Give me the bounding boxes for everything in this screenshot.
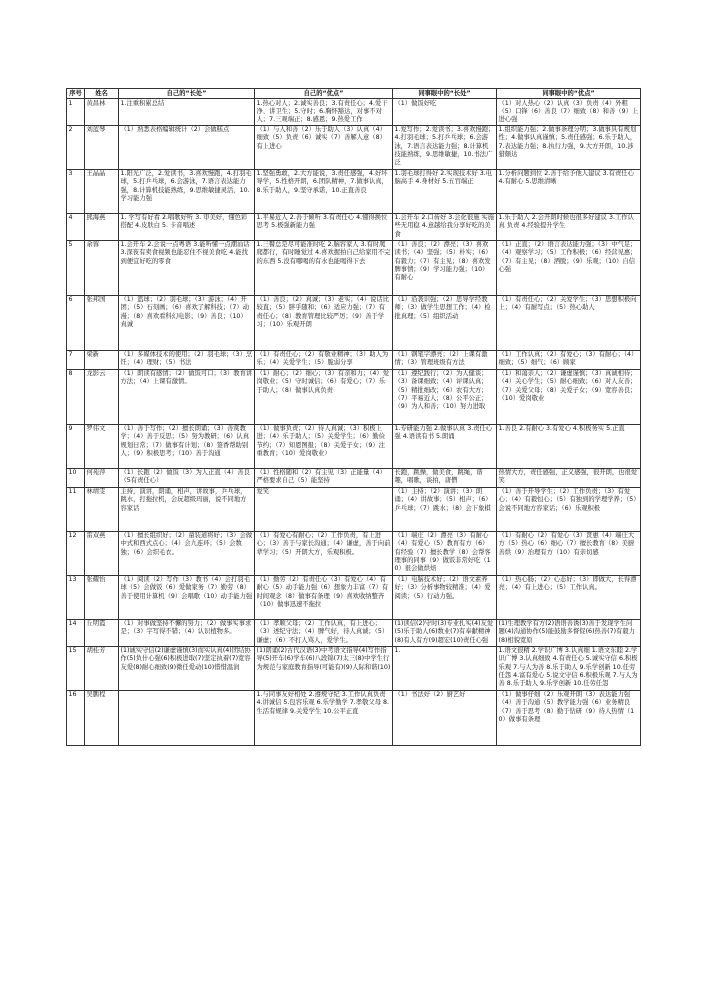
peer-strengths-cell: （1）钢笔字漂亮；（2）上课有激情；（3）管理班级有方法: [393, 350, 497, 369]
row-name: 何苑萍: [85, 468, 119, 487]
peer-merits-cell: （1）有责任心；（2）关爱学生；（3）思想积极向上；（4）有耐写点；（5）热心助人: [497, 295, 641, 350]
row-number: 10: [67, 468, 85, 487]
row-number: 3: [67, 169, 85, 213]
self-strengths-cell: （1）阅读（2）写作（3）教书（4）会打羽毛球（5）会做饭（6）爱做家务（7）勤劳（8）善于使用计算机（9）会唱歌（10）动手能力强: [119, 575, 255, 619]
row-number: 16: [67, 690, 85, 745]
peer-strengths-cell: （1）主持；（2）演讲；（3）朗诵；（4）讲故事；（5）相声；（6）乒乓球；（7）跳水；（8）会下象棋: [393, 487, 497, 531]
row-name: 丘明霞: [85, 619, 119, 646]
table-row: [67, 619, 641, 646]
self-merits-cell: （1）有爱心有耐心；（2）工作负责，有上进心；（3）善于与家长沟通；（4）谦虚，善于向前辈学习；（5）开朗大方，乐观积极。: [255, 531, 393, 575]
row-number: 12: [67, 531, 85, 575]
table-row: [67, 468, 641, 487]
table-row: [67, 424, 641, 468]
row-number: 13: [67, 575, 85, 619]
peer-strengths-cell: （1）电脑技术好；（2）语文素养好；（3）分析事物较精准；（4）爱阅读；（5）行动力强。: [393, 575, 497, 619]
self-merits-cell: （1）耐心；（2）细心；（3）有亲和力；（4）爱岗敬业；（5）守时诚信；（6）有爱心；（7）乐于助人；（8）做事认真负责: [255, 369, 393, 424]
header-peer-strengths: 同事眼中的“长处”: [393, 89, 497, 99]
self-strengths-cell: 1. 学写有好看 2.唱歌好听 3. 审美好，懂色彩搭配 4.皮肤白 5. 卡音唱述: [119, 213, 255, 240]
self-strengths-cell: （1）多媒体技术的使用；（2）羽毛球；（3）烹饪；（4）理财；（5）书法: [119, 350, 255, 369]
self-strengths-cell: 主持，演讲，朗诵，相声，讲故事，乒乓球，跳水，打拖拉机，会玩超级玛丽，说不同地方容家话: [119, 487, 255, 531]
row-number: 4: [67, 213, 85, 240]
row-name: 吴鹏程: [85, 690, 119, 745]
table-row: [67, 99, 641, 126]
row-number: 5: [67, 240, 85, 295]
table-row: [67, 213, 641, 240]
self-merits-cell: （1）善良；（2）真诚；（3）老实；（4）说话比较直；（5）胖乎随和；（6）适应力强；（7）有责任心；（8）教育管理比较严厉；（9）善于学习；（10）乐观开朗: [255, 295, 393, 350]
header-number: 序号: [67, 89, 85, 99]
peer-merits-cell: （1）正直；（2）语言表达能力强；（3）中气足；（4）观察学习；（5）工作积极；（6）经营见惠；（7）有主见；（8）洒脱；（9）乐观；（10）自信心强: [497, 240, 641, 295]
self-merits-cell: 爱笑: [255, 487, 393, 531]
self-strengths-cell: （1）善于写作；（2）擅长朗诵；（3）善赏教学；（4）善于反思；（5）努为教研；（6）认真规划日常；（7）做事有计划；（8）签香帮助别人；（9）积极思考；（10）善于沟通: [119, 424, 255, 468]
row-number: 11: [67, 487, 85, 531]
self-strengths-cell: 1.会开车 2.会说一点粤语 3.能听懂一点潮汕话 3.深夜有卖食视频也能忍住不视美食吃 4.能找到便宜好吃的零食: [119, 240, 255, 295]
header-peer-merits: 同事眼中的“优点”: [497, 89, 641, 99]
row-name: 张邦国: [85, 295, 119, 350]
header-self-merits: 自己的“优点”: [255, 89, 393, 99]
table-row: [67, 646, 641, 690]
self-strengths-cell: (1)诚实守信(2)谦虚谨慎(3)而实认真(4)团结协作(5)负什心强(6)积极进取(7)坚定执着(7)宽容友爱(8)耐心细致(9)微任爱动(10)惜惜温润: [119, 646, 255, 690]
peer-merits-cell: (1)生理教学有方(2)语语善诱(3)善于发现学生问题(4)沟通协作(5)能鼓励多督促(6)热善(7)有毅力(8)相貌宽原: [497, 619, 641, 646]
self-strengths-cell: （1）对事做坚持不懈的努力；（2）做事实事求是；（3）字写得不错；（4）认识植物多。: [119, 619, 255, 646]
peer-merits-cell: （1）有耐心（2）有爱心（3）贤惠（4）端庄大方（5）热心（6）细心（7）擅长教育（8）美厨善烘（9）治理有方（10）有亲切感: [497, 531, 641, 575]
table-row: [67, 690, 641, 745]
peer-merits-cell: 1.分析问题到位 2.善于给予他人建议 3.有责任心 4.有耐心 5.思维清晰: [497, 169, 641, 213]
self-merits-cell: 1.三餐总是尽可能准时吃 2.脑容家人 3.有时爬爬都行，有时睡觉过 4.喜欢握拍自己给家用不完的东西 5.没有哪喝的有水也能喝得下去: [255, 240, 393, 295]
peer-strengths-cell: （1）做饭好吃: [393, 99, 497, 126]
self-strengths-cell: 1.注重积累总结: [119, 99, 255, 126]
row-name: 梁新: [85, 350, 119, 369]
row-number: 8: [67, 369, 85, 424]
table-header-row: [67, 89, 641, 99]
table-row: [67, 487, 641, 531]
peer-strengths-cell: 长跑，跳操，做美食，跳绳，谐趣，唱歌，谈拍，唐僧: [393, 468, 497, 487]
row-number: 1: [67, 99, 85, 126]
table-row: [67, 125, 641, 169]
peer-merits-cell: 1.组织能力强；2.做事条理分明；3.做事具有规划性；4.做事认真谨慎；5.责任感强；6.乐于助人，7.表达能力强；8.执行力强，9.大方开朗，10.涉猎颇达: [497, 125, 641, 169]
self-strengths-cell: （1）长跑（2）做饭（3）为人正直（4）善良（5有责任心）: [119, 468, 255, 487]
peer-merits-cell: 1.乐于助人 2.会开朗时候也很多好建议 3.工作认真 负责 4.经验提升学生: [497, 213, 641, 240]
row-name: 胡桂芳: [85, 646, 119, 690]
row-name: 林靖雯: [85, 487, 119, 531]
self-merits-cell: (1)朗诵(2)古代汉语(3)中考语文指导(4)写作指导(5)开车(6)学车(6)八段锦(7)太三(8)中学生行为规范与家庭教育指导(可能有)(9)人际和谐(10): [255, 646, 393, 690]
self-strengths-cell: （1）擅长组织好；（2）童装道将好；（3）会做中式和西式点心；（4）会九连环；（5）会数独；（6）会织毛衣。: [119, 531, 255, 575]
self-strengths-cell: （1）篮球；（2）羽毛球；（3）游泳；（4）开团；（5）石刻画；（6）喜欢了解科技；（7）动漫；（8）喜欢看科幻电影；（9）善良；（10）真诚: [119, 295, 255, 350]
peer-strengths-cell: （1）端庄（2）漂亮（3）有耐心（4）有爱心（5）教育有方（6）有经验（7）擅长教学（8）会帮客理事的同事（9）做饭非常好吃（10）很会做烘焙: [393, 531, 497, 575]
row-name: 余蓉: [85, 240, 119, 295]
table-row: [67, 369, 641, 424]
table-body: [67, 99, 641, 746]
self-strengths-cell: 1.阳光广泛，2.爱读书，3.喜欢慢跑，4.打羽毛球，5.打乒乓球，6.会游泳，7.语言表达能力强，8.计算机技能熟练，9.思维敏捷灵活，10.学习能力强: [119, 169, 255, 213]
traits-table: [66, 88, 641, 746]
self-merits-cell: （1）做事负责；（2）待人真诚；（3）积极上进；（4）乐于助人；（5）关爱学生；（6）勤俭节约；（7）知恩图报；（8）关爱子女；（9）注重教育；（10）爱岗敬业）: [255, 424, 393, 468]
peer-merits-cell: （1）工作认真；（2）有爱心；（3）有耐心；（4）细致；（5）细气；（6）顾家: [497, 350, 641, 369]
peer-strengths-cell: （1）遵纪践行；（2）为人健谈；（3）备课细致；（4）评课认真；（5）精批细改；（6）农有大方；（7）平易近人；（8）公平公正；（9）为人和善；（10）努力进取: [393, 369, 497, 424]
peer-merits-cell: 热情大方，责任感强，正义感强，很开朗，也很爱笑: [497, 468, 641, 487]
row-number: 2: [67, 125, 85, 169]
row-name: 熊海燕: [85, 213, 119, 240]
self-merits-cell: （1）孝顺父母；（2）工作认真，有上进心；（3）述纪守法；（4）脾气好，待人真诚；（5）谦虚；（6）不打人骂人，爱学生。: [255, 619, 393, 646]
peer-strengths-cell: 1.专研能力强 2.做事认真 3.责任心强 4.语读有书 5.朗诵: [393, 424, 497, 468]
row-number: 7: [67, 350, 85, 369]
row-number: 9: [67, 424, 85, 468]
row-number: 15: [67, 646, 85, 690]
header-self-strengths: 自己的“长处”: [119, 89, 255, 99]
peer-strengths-cell: 1.会开车 2.口齿好 3.会化很施 实施些无用稳 4.意越给我分享好吃的美食: [393, 213, 497, 240]
table-row: [67, 531, 641, 575]
peer-strengths-cell: （1）书法好（2）厨艺好: [393, 690, 497, 745]
peer-strengths-cell: 1.: [393, 646, 497, 690]
peer-merits-cell: （1）对人热心（2）认真（3）负责（4）外粗（5）口锋（6）善良（7）细致（8）和善（9）上进心强: [497, 99, 641, 126]
peer-strengths-cell: 1.爱写作；2.爱读书；3.喜欢慢跑；4.打羽毛球；5.打乒乓球；6.会游泳，7.语言表达能力强；8.计算机技能熟练，9.思维敏捷，10.书法广泛: [393, 125, 497, 169]
row-number: 6: [67, 295, 85, 350]
self-merits-cell: （1）有责任心；（2）有敬业精神；（3）助人为乐；（4）关爱学生；（5）脆弱分享: [255, 350, 393, 369]
self-strengths-cell: [119, 690, 255, 745]
table-row: [67, 169, 641, 213]
self-merits-cell: 1.坚强勇敢，2.大方能说，3.责任感强，4.好坏导学，5.性格开朗，6.团队精神，7.做事认真，8.乐于助人，9.坚守承诺，10.正直善良: [255, 169, 393, 213]
self-strengths-cell: （1）熟悉表格编辑统计（2）会做糕点: [119, 125, 255, 169]
row-name: 刘蓝琴: [85, 125, 119, 169]
row-name: 黄昌林: [85, 99, 119, 126]
peer-merits-cell: （1）做事仔细（2）乐观开朗（3）表达能力强（4）善于沟通（5）教学能力强（6）业务精良（7）善于思考（8）勤于钻研（9）待人热情（10）做事有条理: [497, 690, 641, 745]
table-row: [67, 295, 641, 350]
row-name: 龙影云: [85, 369, 119, 424]
self-merits-cell: 1.热心对人；2.诚实善良；3.有责任心；4.爱干净、讲卫生；5.守时；6.胸怀豁达，对事不对人；7.三观端正；8.感恩；9.热爱工作: [255, 99, 393, 126]
row-name: 张耀怡: [85, 575, 119, 619]
row-number: 14: [67, 619, 85, 646]
peer-strengths-cell: （1）沿袭识强；（2）思导学经教师；（3）做学生思想工作；（4）检批真理；（5）组织活动: [393, 295, 497, 350]
traits-table-sheet: [66, 88, 640, 746]
peer-merits-cell: 1.善良 2.有耐心 3.有爱心 4.积极务实 5.正直: [497, 424, 641, 468]
table-row: [67, 575, 641, 619]
self-merits-cell: （1）性格随和（2）有主见（3）正能量（4）严格要求自己（5）能坚持: [255, 468, 393, 487]
peer-strengths-cell: （1）善良；（2）漂亮；（3）喜欢读书；（4）坚强；（5）朴实；（6）有毅力；（7）有主见；（8）喜欢发脾事情；（9）学习能力强；（10）有耐心: [393, 240, 497, 295]
peer-strengths-cell: 1.羽毛球打得好 2.实现技术好 3.电脑高手 4.身材好 5.五官端正: [393, 169, 497, 213]
peer-merits-cell: （1）热心肠；（2）心态好；（3）即做大，长得漂亮；（4）有上进心；（5）工作认真。: [497, 575, 641, 619]
table-row: [67, 350, 641, 369]
table-row: [67, 240, 641, 295]
peer-strengths-cell: (1)读信(2)守时(3)专业扎实(4)友爱(5)乐于助人(6)数业(7)有奉献精神(8)有人有方(9)超宏(10)责任心强: [393, 619, 497, 646]
self-merits-cell: （1）勤劳（2）有责任心（3）有爱心（4）有耐心（5）动手能力强（6）想象力丰富（7）有时间观念（8）做事有条理（9）喜欢收纳整齐（10）做事迅速不拖拉: [255, 575, 393, 619]
self-merits-cell: 1.平易近人 2.善于倾听 3.有责任心 4.懂得换位思考 5.极强新能力强: [255, 213, 393, 240]
peer-merits-cell: 1.语文很精 2.学识广博 3.认真细 1.语文东睦 2.学识广博 3.认真细致 4.有责任心 5.诚实守信 6.积极乐观 7.与人为善 8.乐于助人 9.乐学创新 10.任劳任怨 4.富有爱心 5.说文守信 6.积极乐观 7.与人为善 8.乐于助人 9.乐学创新 10.任劳任怨: [497, 646, 641, 690]
header-name: 姓名: [85, 89, 119, 99]
peer-merits-cell: （1）和蔼亲人；（2）谦虚谨慎；（3）真诚相待；（4）关心学生；（5）耐心细致；（6）对人友善；（7）关爱父母；（8）关爱子女；（9）宽容善良；（10）爱岗敬业: [497, 369, 641, 424]
peer-merits-cell: （1）善于开导学生；（2）工作负责；（3）有爱心；（4）有毅恒心；（5）有独到的学理学养；（5）会说不同地方容家话；（6）乐观积极: [497, 487, 641, 531]
self-merits-cell: 1.与同事友好相处 2.遵规守纪 3.工作认真负责 4.讲诚信 5.包容乐观 6.乐学勤学 7.孝敬父母 8.生活有规律 9.关爱学生 10.公平正直: [255, 690, 393, 745]
self-strengths-cell: （1）朗读有感情；（2）做饭可口；（3）教育讲方法；（4）上课有激情。: [119, 369, 255, 424]
self-merits-cell: （1）与人和善（2）乐于助人（3）认真（4）细致（5）负责（6）诚实（7）善解人意（8）有上进心: [255, 125, 393, 169]
row-name: 罗伟文: [85, 424, 119, 468]
row-name: 雷双燕: [85, 531, 119, 575]
row-name: 王晶晶: [85, 169, 119, 213]
